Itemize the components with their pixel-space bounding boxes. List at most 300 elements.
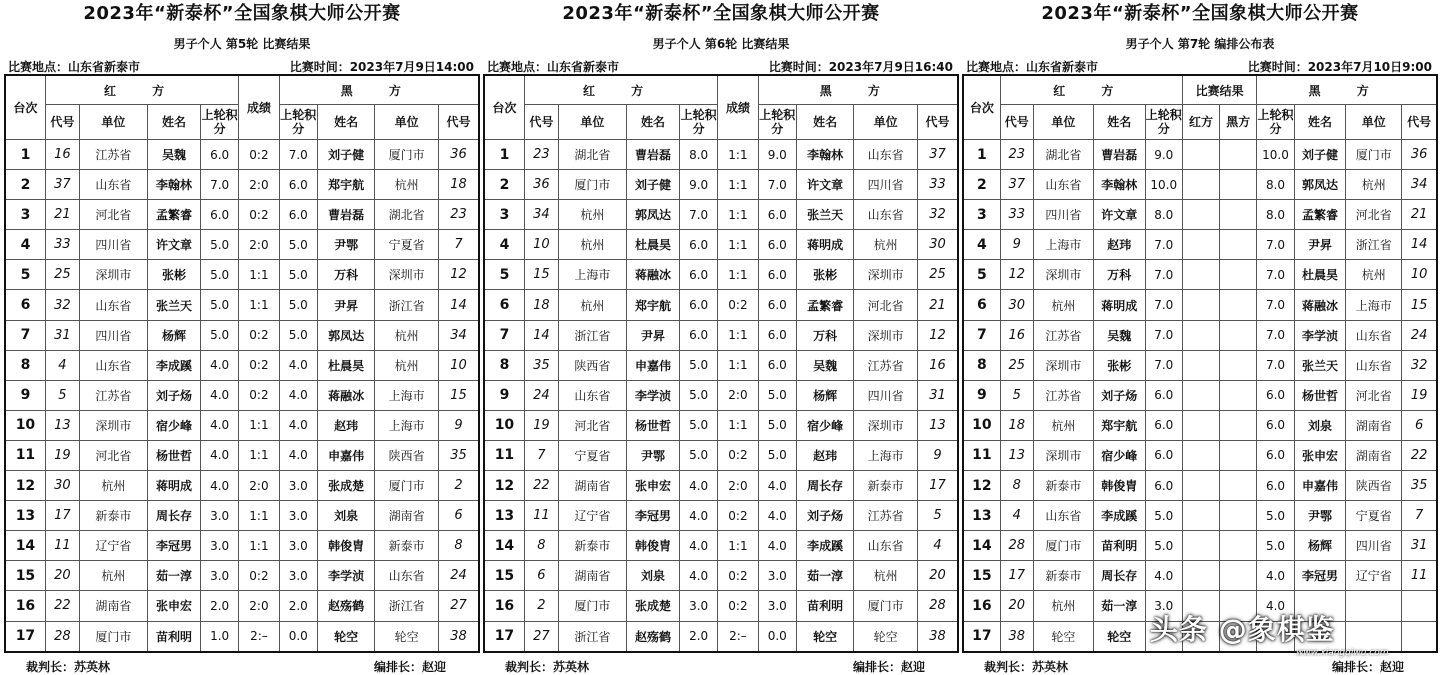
black-prev-score-cell: 8.0 [1257,170,1294,200]
red-prev-score-cell: 6.0 [1145,380,1182,410]
black-name-cell: 郭凤达 [317,320,374,350]
red-code-cell: 38 [1000,621,1033,652]
black-name-cell: 李冠男 [1294,561,1346,591]
red-code-cell: 21 [45,200,79,230]
table-row [963,501,1437,531]
red-code-cell: 30 [45,471,79,501]
table-row [484,290,958,320]
arranger-label: 编排长：赵迎 [853,660,926,674]
table-row [5,591,479,621]
result-cell: 1:1 [718,320,758,350]
result-cell: 2:– [239,621,279,652]
result-cell: 1:1 [718,531,758,561]
red-result-cell [1182,471,1219,501]
black-unit-cell: 山东省 [1346,350,1402,380]
black-prev-score-cell: 4.0 [758,471,796,501]
table-no-cell: 12 [963,471,1000,501]
result-cell: 1:1 [239,531,279,561]
black-code-cell: 9 [439,410,479,440]
red-prev-score-cell: 7.0 [1145,320,1182,350]
red-prev-score-cell: 6.0 [1145,410,1182,440]
table-row [5,501,479,531]
result-cell: 2:0 [718,471,758,501]
red-unit-cell: 辽宁省 [558,501,626,531]
black-prev-score-cell: 6.0 [758,200,796,230]
black-name-cell: 茹一淳 [796,561,853,591]
red-unit-cell: 杭州 [1033,290,1093,320]
black-name-cell: 张成楚 [317,471,374,501]
arranger-label: 编排长：赵迎 [374,660,447,674]
red-prev-score-cell: 6.0 [1145,440,1182,470]
table-no-cell: 11 [963,440,1000,470]
header-code: 代号 [1000,105,1033,140]
black-result-cell [1220,320,1257,350]
black-code-cell [1402,621,1437,652]
result-cell: 0:2 [239,561,279,591]
table-row [5,200,479,230]
result-cell: 1:1 [718,260,758,290]
black-unit-cell: 山东省 [375,561,439,591]
black-unit-cell: 四川省 [854,380,918,410]
table-no-cell: 8 [484,350,524,380]
black-name-cell: 轮空 [796,621,853,652]
red-result-cell [1182,290,1219,320]
red-name-cell: 万科 [1093,260,1145,290]
red-unit-cell: 杭州 [558,200,626,230]
red-unit-cell: 山东省 [1033,501,1093,531]
header-name: 姓名 [317,105,374,140]
red-unit-cell: 河北省 [79,440,147,470]
red-name-cell: 赵玮 [1093,230,1145,260]
black-code-cell: 17 [918,471,958,501]
red-result-cell [1182,200,1219,230]
black-code-cell: 32 [1402,350,1437,380]
result-cell: 1:1 [718,170,758,200]
black-name-cell: 杜晨昊 [317,350,374,380]
red-unit-cell: 江苏省 [79,380,147,410]
table-no-cell: 2 [963,170,1000,200]
table-row [5,290,479,320]
red-code-cell: 4 [45,350,79,380]
red-name-cell: 李成蹊 [147,350,200,380]
red-prev-score-cell: 5.0 [201,260,239,290]
table-row [5,440,479,470]
black-code-cell: 33 [918,170,958,200]
header-name: 姓名 [626,105,679,140]
black-unit-cell [1346,621,1402,652]
table-no-cell: 3 [5,200,45,230]
black-prev-score-cell: 6.0 [758,260,796,290]
black-code-cell: 32 [918,200,958,230]
red-name-cell: 张彬 [147,260,200,290]
red-name-cell: 苗利明 [147,621,200,652]
black-result-cell [1220,440,1257,470]
page-title: 2023年“新泰杯”全国象棋大师公开赛 [562,3,880,24]
black-unit-cell: 山东省 [854,531,918,561]
black-prev-score-cell: 3.0 [279,531,317,561]
table-row [963,350,1437,380]
black-result-cell [1220,170,1257,200]
black-prev-score-cell: 8.0 [1257,200,1294,230]
black-prev-score-cell: 7.0 [1257,320,1294,350]
black-unit-cell: 河北省 [1346,200,1402,230]
table-row [484,320,958,350]
red-code-cell: 9 [1000,230,1033,260]
black-code-cell: 7 [439,230,479,260]
black-unit-cell: 新泰市 [375,531,439,561]
table-row [484,621,958,652]
result-cell: 1:1 [718,410,758,440]
result-cell: 1:1 [718,200,758,230]
table-row [5,260,479,290]
black-code-cell: 14 [439,290,479,320]
black-prev-score-cell: 4.0 [279,380,317,410]
venue-label: 比赛地点：山东省新泰市 [487,60,620,74]
black-result-cell [1220,290,1257,320]
red-result-cell [1182,531,1219,561]
table-no-cell: 1 [5,140,45,170]
black-unit-cell: 杭州 [375,350,439,380]
red-result-cell [1182,410,1219,440]
black-code-cell: 21 [918,290,958,320]
red-unit-cell: 深圳市 [1033,440,1093,470]
red-name-cell: 曹岩磊 [1093,140,1145,170]
black-unit-cell: 杭州 [1346,170,1402,200]
black-unit-cell: 轮空 [375,621,439,652]
black-code-cell: 35 [439,440,479,470]
black-unit-cell: 江苏省 [854,350,918,380]
header-red: 红 方 [45,75,238,105]
red-unit-cell: 宁夏省 [558,440,626,470]
round-subtitle: 男子个人 第7轮 编排公布表 [1125,37,1275,51]
black-name-cell: 刘子炀 [796,501,853,531]
red-code-cell: 19 [45,440,79,470]
judge-label: 裁判长：苏英林 [984,660,1069,674]
black-prev-score-cell: 6.0 [758,320,796,350]
red-prev-score-cell: 6.0 [680,320,718,350]
black-prev-score-cell: 4.0 [279,440,317,470]
black-unit-cell: 上海市 [854,440,918,470]
table-row [963,320,1437,350]
red-name-cell: 张成楚 [626,591,679,621]
header-result: 成绩 [718,75,758,140]
black-code-cell: 10 [439,350,479,380]
red-code-cell: 2 [524,591,558,621]
black-name-cell: 孟繁睿 [1294,200,1346,230]
black-unit-cell: 山东省 [1346,320,1402,350]
table-no-cell: 16 [484,591,524,621]
red-unit-cell: 深圳市 [1033,260,1093,290]
black-unit-cell: 山东省 [854,200,918,230]
table-row [963,260,1437,290]
black-unit-cell: 上海市 [1346,290,1402,320]
table-row [963,170,1437,200]
black-result-cell [1220,230,1257,260]
table-no-cell: 6 [484,290,524,320]
red-prev-score-cell: 3.0 [201,501,239,531]
red-code-cell: 7 [524,440,558,470]
red-prev-score-cell: 9.0 [680,170,718,200]
black-code-cell: 28 [918,591,958,621]
black-name-cell: 李学浈 [317,561,374,591]
black-unit-cell: 杭州 [854,230,918,260]
red-code-cell: 28 [45,621,79,652]
red-unit-cell: 杭州 [558,290,626,320]
red-prev-score-cell: 3.0 [201,561,239,591]
red-name-cell: 曹岩磊 [626,140,679,170]
red-code-cell: 16 [1000,320,1033,350]
black-prev-score-cell: 3.0 [758,591,796,621]
red-prev-score-cell: 7.0 [1145,230,1182,260]
red-prev-score-cell: 4.0 [201,410,239,440]
black-unit-cell: 厦门市 [375,471,439,501]
red-prev-score-cell: 3.0 [201,531,239,561]
header-name: 姓名 [1294,105,1346,140]
black-name-cell: 周长存 [796,471,853,501]
red-prev-score-cell: 7.0 [1145,260,1182,290]
red-code-cell: 20 [45,561,79,591]
red-code-cell: 25 [45,260,79,290]
black-unit-cell: 四川省 [854,170,918,200]
black-unit-cell: 辽宁省 [1346,561,1402,591]
red-prev-score-cell: 6.0 [201,200,239,230]
black-name-cell: 孟繁睿 [796,290,853,320]
result-cell: 2:0 [239,230,279,260]
time-label: 比赛时间：2023年7月9日14:00 [289,60,474,74]
table-row [484,140,958,170]
result-cell: 0:2 [718,591,758,621]
black-code-cell: 16 [918,350,958,380]
red-unit-cell: 杭州 [79,561,147,591]
red-unit-cell: 湖南省 [79,591,147,621]
red-result-cell [1182,561,1219,591]
arranger-label: 编排长：赵迎 [1332,660,1405,674]
red-unit-cell: 四川省 [1033,200,1093,230]
black-prev-score-cell: 0.0 [279,621,317,652]
panel-round5 [4,0,480,674]
table-row [963,440,1437,470]
red-name-cell: 申嘉伟 [626,350,679,380]
red-prev-score-cell: 9.0 [1145,140,1182,170]
table-row [963,561,1437,591]
red-prev-score-cell: 5.0 [1145,501,1182,531]
red-code-cell: 17 [45,501,79,531]
red-name-cell: 茹一淳 [147,561,200,591]
black-name-cell: 张兰天 [796,200,853,230]
table-no-cell: 1 [484,140,524,170]
red-unit-cell: 山东省 [79,350,147,380]
black-unit-cell: 杭州 [375,170,439,200]
table-no-cell: 6 [963,290,1000,320]
red-unit-cell: 深圳市 [79,260,147,290]
red-unit-cell: 上海市 [558,260,626,290]
red-name-cell: 杨辉 [147,320,200,350]
table-no-cell: 11 [5,440,45,470]
black-prev-score-cell: 6.0 [1257,380,1294,410]
table-row [963,200,1437,230]
red-code-cell: 22 [45,591,79,621]
black-prev-score-cell: 10.0 [1257,140,1294,170]
black-unit-cell: 杭州 [854,561,918,591]
red-code-cell: 28 [1000,531,1033,561]
table-row [5,561,479,591]
red-name-cell: 李翰林 [147,170,200,200]
result-cell: 1:1 [718,230,758,260]
black-code-cell: 24 [1402,320,1437,350]
table-no-cell: 14 [5,531,45,561]
black-code-cell: 18 [439,170,479,200]
red-unit-cell: 厦门市 [79,621,147,652]
red-unit-cell: 杭州 [79,471,147,501]
black-prev-score-cell: 0.0 [758,621,796,652]
red-unit-cell: 轮空 [1033,621,1093,652]
panel-round6 [483,0,959,674]
black-name-cell: 尹昇 [1294,230,1346,260]
red-unit-cell: 浙江省 [558,320,626,350]
black-result-cell [1220,501,1257,531]
result-cell: 0:2 [239,140,279,170]
red-name-cell: 吴魏 [147,140,200,170]
black-name-cell: 杨辉 [1294,531,1346,561]
table-row [484,350,958,380]
black-code-cell: 22 [1402,440,1437,470]
red-name-cell: 刘泉 [626,561,679,591]
red-code-cell: 35 [524,350,558,380]
red-prev-score-cell: 4.0 [680,531,718,561]
red-code-cell: 14 [524,320,558,350]
red-code-cell: 33 [1000,200,1033,230]
header-black: 黑 方 [758,75,958,105]
table-row [484,260,958,290]
red-name-cell: 刘子炀 [1093,380,1145,410]
black-prev-score-cell: 6.0 [1257,471,1294,501]
header-prev-score: 上轮积分 [680,105,718,140]
red-code-cell: 23 [1000,140,1033,170]
header-code: 代号 [524,105,558,140]
black-result-cell [1220,471,1257,501]
red-code-cell: 31 [45,320,79,350]
black-unit-cell [1346,591,1402,621]
red-prev-score-cell: 4.0 [680,501,718,531]
red-unit-cell: 陕西省 [558,350,626,380]
table-row [5,531,479,561]
table-no-cell: 10 [963,410,1000,440]
black-unit-cell: 杭州 [1346,260,1402,290]
black-code-cell: 38 [918,621,958,652]
red-name-cell: 张彬 [1093,350,1145,380]
red-prev-score-cell: 5.0 [201,320,239,350]
red-unit-cell: 湖南省 [558,471,626,501]
table-no-cell: 8 [5,350,45,380]
round-subtitle: 男子个人 第6轮 比赛结果 [652,37,790,51]
black-name-cell: 张申宏 [1294,440,1346,470]
red-unit-cell: 山东省 [79,290,147,320]
red-unit-cell: 厦门市 [558,591,626,621]
header-prev-score: 上轮积分 [758,105,796,140]
red-name-cell: 赵殇鹤 [626,621,679,652]
black-prev-score-cell: 5.0 [279,290,317,320]
red-prev-score-cell: 4.0 [201,471,239,501]
table-no-cell: 12 [5,471,45,501]
table-row [484,170,958,200]
red-name-cell: 孟繁睿 [147,200,200,230]
red-prev-score-cell: 3.0 [1145,591,1182,621]
red-name-cell: 杜晨昊 [626,230,679,260]
black-name-cell: 蒋明成 [796,230,853,260]
red-unit-cell: 辽宁省 [79,531,147,561]
red-prev-score-cell: 4.0 [680,561,718,591]
results-table [4,74,480,653]
table-no-cell: 2 [5,170,45,200]
black-prev-score-cell: 4.0 [1257,561,1294,591]
black-name-cell: 申嘉伟 [1294,471,1346,501]
black-prev-score-cell: 4.0 [758,531,796,561]
black-unit-cell: 陕西省 [1346,471,1402,501]
red-code-cell: 12 [1000,260,1033,290]
red-unit-cell: 江苏省 [1033,380,1093,410]
red-name-cell: 苗利明 [1093,531,1145,561]
black-result-cell [1220,380,1257,410]
black-unit-cell: 上海市 [375,410,439,440]
header-match-result: 比赛结果 [1182,75,1257,105]
red-unit-cell: 杭州 [1033,410,1093,440]
red-prev-score-cell: 8.0 [1145,200,1182,230]
table-row [5,621,479,652]
red-prev-score-cell: 5.0 [201,230,239,260]
black-name-cell: 郑宇航 [317,170,374,200]
red-result-cell [1182,380,1219,410]
black-prev-score-cell: 4.0 [279,410,317,440]
table-no-cell: 3 [484,200,524,230]
black-unit-cell: 陕西省 [375,440,439,470]
black-name-cell: 杨世哲 [1294,380,1346,410]
red-name-cell: 周长存 [147,501,200,531]
header-name: 姓名 [796,105,853,140]
black-code-cell: 10 [1402,260,1437,290]
black-unit-cell: 河北省 [1346,380,1402,410]
black-code-cell: 12 [918,320,958,350]
black-unit-cell: 四川省 [1346,531,1402,561]
red-unit-cell: 四川省 [79,320,147,350]
table-no-cell: 13 [484,501,524,531]
black-prev-score-cell: 5.0 [1257,531,1294,561]
table-no-cell: 9 [963,380,1000,410]
venue-label: 比赛地点：山东省新泰市 [966,60,1099,74]
black-name-cell: 尹鄂 [317,230,374,260]
black-unit-cell: 深圳市 [854,260,918,290]
header-black: 黑 方 [1257,75,1437,105]
red-code-cell: 15 [524,260,558,290]
red-code-cell: 6 [524,561,558,591]
table-row [963,290,1437,320]
black-prev-score-cell: 5.0 [279,260,317,290]
black-name-cell: 郭凤达 [1294,170,1346,200]
black-name-cell: 吴魏 [796,350,853,380]
red-code-cell: 33 [45,230,79,260]
black-prev-score-cell: 6.0 [758,230,796,260]
table-row [5,320,479,350]
result-cell: 1:1 [239,440,279,470]
black-prev-score-cell: 5.0 [758,380,796,410]
red-name-cell: 郭凤达 [626,200,679,230]
black-code-cell: 13 [918,410,958,440]
black-prev-score-cell: 6.0 [758,290,796,320]
red-result-cell [1182,350,1219,380]
black-prev-score-cell: 3.0 [279,501,317,531]
black-code-cell: 31 [918,380,958,410]
red-code-cell: 5 [45,380,79,410]
black-prev-score-cell: 9.0 [758,140,796,170]
